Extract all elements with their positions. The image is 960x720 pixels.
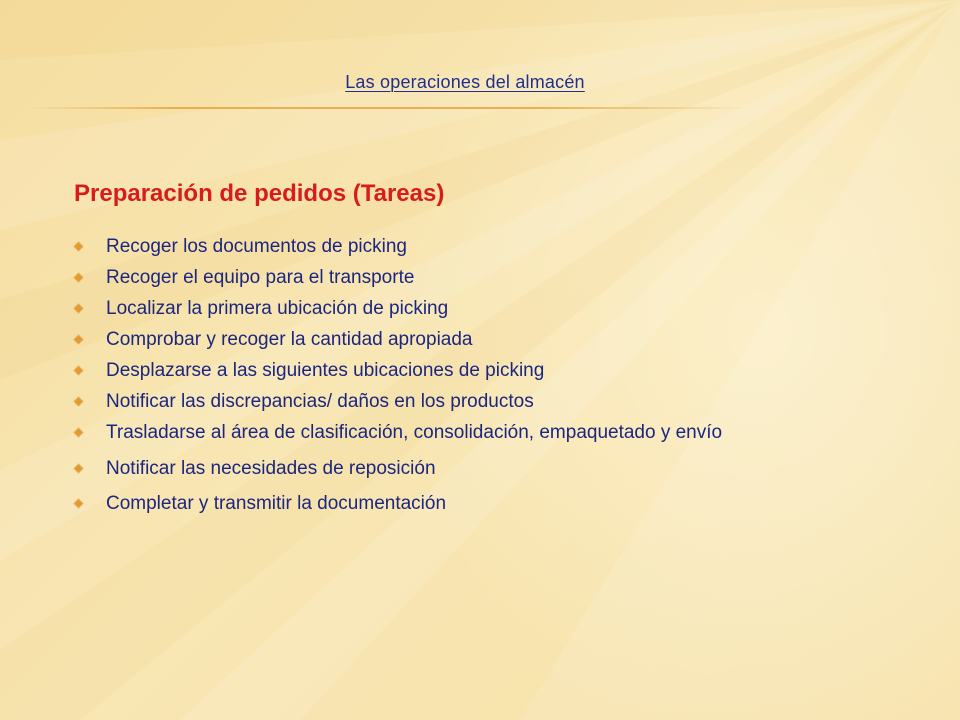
list-item-text: Desplazarse a las siguientes ubicaciones de picking (106, 360, 545, 381)
list-item (74, 386, 894, 417)
list-item-text: Recoger el equipo para el transporte (106, 267, 415, 288)
section-heading: Preparación de pedidos (Tareas) (74, 180, 445, 207)
diamond-bullet-icon (74, 242, 82, 250)
task-list (74, 231, 894, 519)
diamond-bullet-icon (74, 499, 82, 507)
list-item-text: Recoger los documentos de picking (106, 236, 408, 257)
list-item (74, 355, 894, 386)
list-item-text: Localizar la primera ubicación de picking (106, 298, 449, 319)
header-divider (30, 107, 750, 109)
list-item-text: Trasladarse al área de clasificación, consolidación, empaquetado y envío (106, 422, 723, 443)
diamond-bullet-icon (74, 304, 82, 312)
list-item-text: Notificar las necesidades de reposición (106, 458, 436, 479)
diamond-bullet-icon (74, 464, 82, 472)
list-item (74, 293, 894, 324)
list-item (74, 324, 894, 355)
diamond-bullet-icon (74, 428, 82, 436)
diamond-bullet-icon (74, 397, 82, 405)
diamond-bullet-icon (74, 273, 82, 281)
diamond-bullet-icon (74, 335, 82, 343)
list-item (74, 262, 894, 293)
diamond-bullet-icon (74, 366, 82, 374)
list-item-text: Comprobar y recoger la cantidad apropiada (106, 329, 473, 350)
list-item (74, 453, 894, 484)
slide-header-title: Las operaciones del almacén (345, 72, 585, 92)
list-item-text: Notificar las discrepancias/ daños en los productos (106, 391, 534, 412)
list-item (74, 231, 894, 262)
list-item-text: Completar y transmitir la documentación (106, 493, 447, 514)
list-item (74, 488, 894, 519)
list-item (74, 417, 894, 449)
